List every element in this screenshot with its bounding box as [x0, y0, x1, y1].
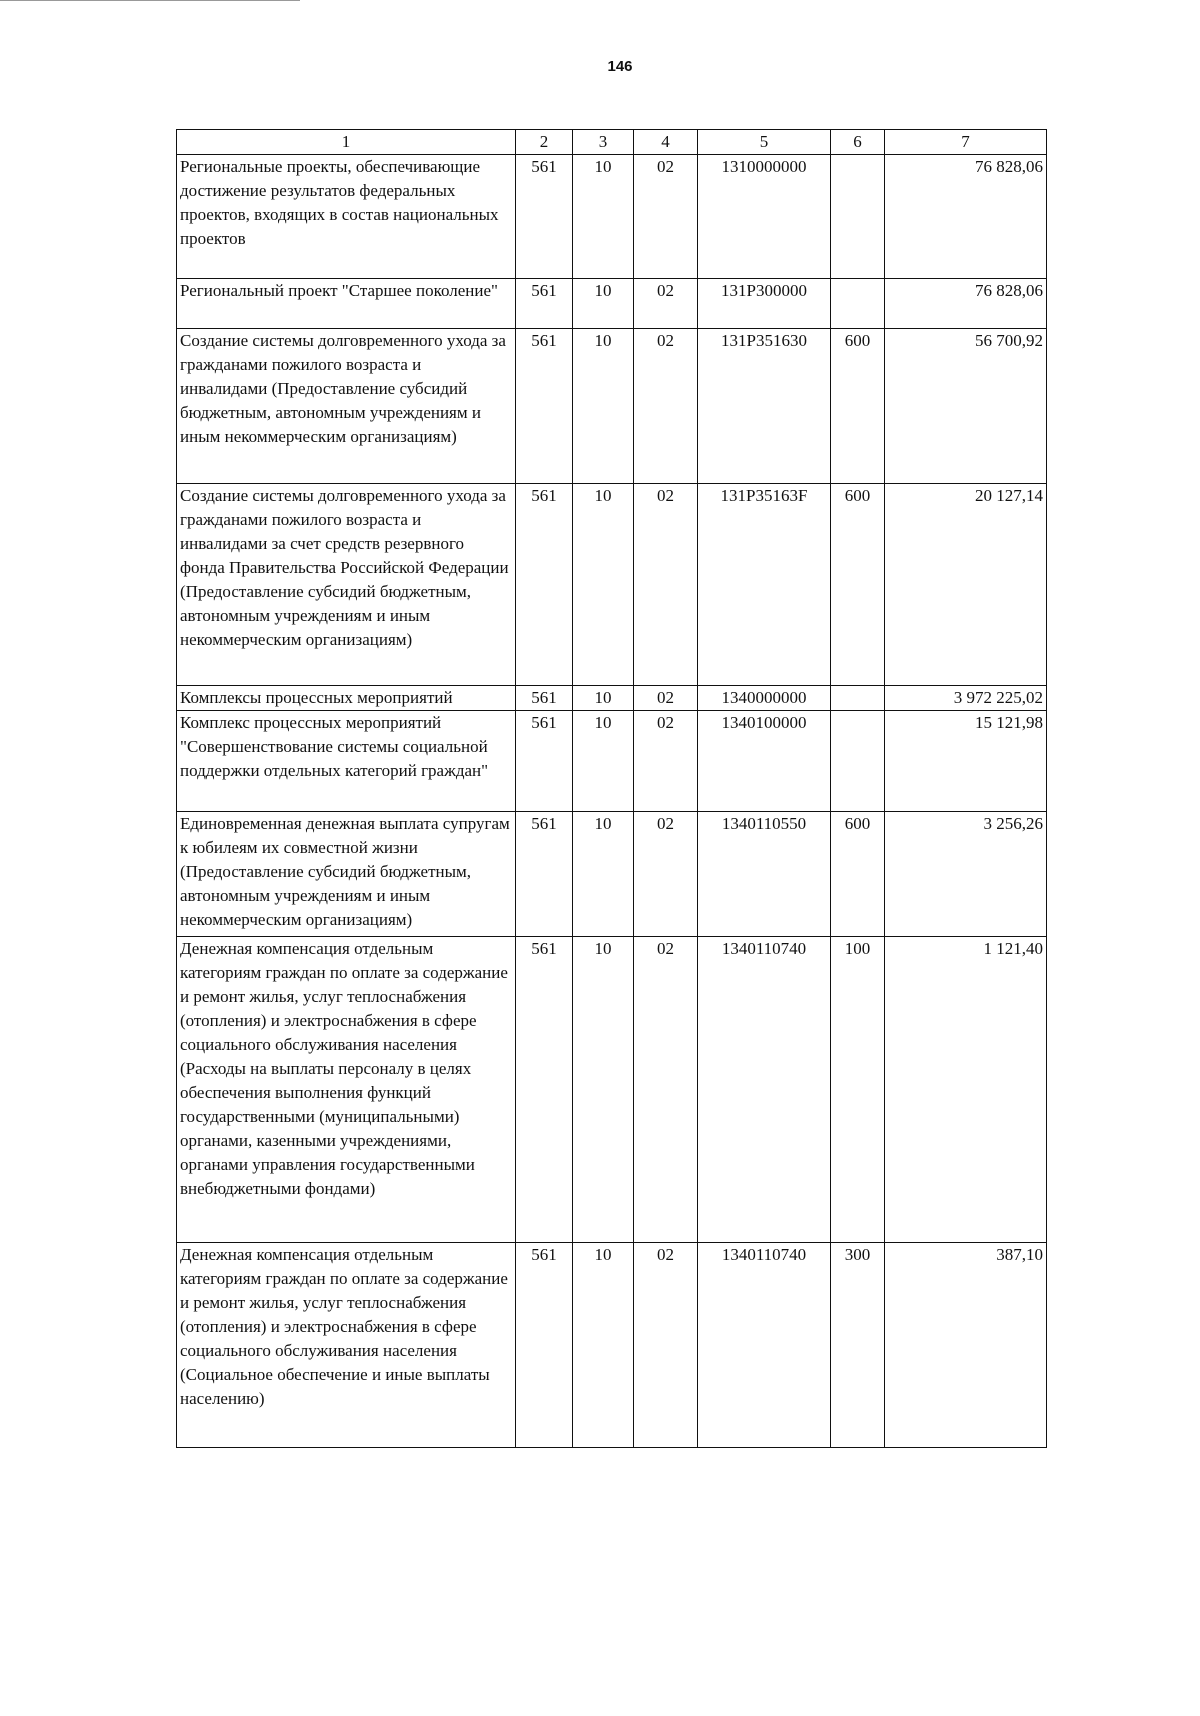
row-description: Единовременная денежная выплата супругам к юбилеям их совместной жизни (Предоставление субсидий бюджетным, автономным учреждениям и иным некоммерческим организациям) — [177, 812, 516, 937]
row-code-6: 100 — [831, 937, 885, 1243]
table-row — [177, 155, 1047, 279]
row-description: Комплекс процессных мероприятий "Совершенствование системы социальной поддержки отдельных категорий граждан" — [177, 711, 516, 812]
row-code-4: 02 — [634, 484, 698, 686]
row-code-3: 10 — [573, 812, 634, 937]
header-cell: 5 — [698, 130, 831, 155]
header-cell: 7 — [885, 130, 1047, 155]
header-cell: 3 — [573, 130, 634, 155]
row-code-3: 10 — [573, 279, 634, 329]
table-row — [177, 937, 1047, 1243]
row-description: Региональный проект "Старшее поколение" — [177, 279, 516, 329]
row-code-2: 561 — [516, 279, 573, 329]
budget-table — [176, 129, 1047, 1448]
row-code-5: 1340110550 — [698, 812, 831, 937]
row-amount: 3 972 225,02 — [885, 686, 1047, 711]
table-header-row — [177, 130, 1047, 155]
row-amount: 1 121,40 — [885, 937, 1047, 1243]
row-code-2: 561 — [516, 329, 573, 484]
row-amount: 20 127,14 — [885, 484, 1047, 686]
row-code-3: 10 — [573, 711, 634, 812]
row-code-2: 561 — [516, 812, 573, 937]
row-code-3: 10 — [573, 329, 634, 484]
row-amount: 15 121,98 — [885, 711, 1047, 812]
row-description: Денежная компенсация отдельным категориям граждан по оплате за содержание и ремонт жилья, услуг теплоснабжения (отопления) и электроснабжения в сфере социального обслуживания населения (Расходы на выплаты персоналу в целях обеспечения выполнения функций государственными (муниципальными) органами, казенными учреждениями, органами управления государственными внебюджетными фондами) — [177, 937, 516, 1243]
row-amount: 56 700,92 — [885, 329, 1047, 484]
row-code-5: 131P35163F — [698, 484, 831, 686]
row-code-3: 10 — [573, 937, 634, 1243]
table-row — [177, 329, 1047, 484]
row-code-5: 1340110740 — [698, 937, 831, 1243]
row-code-4: 02 — [634, 686, 698, 711]
header-cell: 2 — [516, 130, 573, 155]
scan-edge-line — [0, 0, 300, 4]
row-code-5: 131P300000 — [698, 279, 831, 329]
row-code-5: 1340000000 — [698, 686, 831, 711]
row-code-6: 600 — [831, 812, 885, 937]
row-code-3: 10 — [573, 484, 634, 686]
row-code-4: 02 — [634, 1243, 698, 1448]
table-row — [177, 686, 1047, 711]
page-number: 146 — [607, 58, 633, 75]
row-amount: 387,10 — [885, 1243, 1047, 1448]
row-amount: 76 828,06 — [885, 279, 1047, 329]
row-code-6 — [831, 711, 885, 812]
row-code-6: 600 — [831, 484, 885, 686]
row-code-6 — [831, 155, 885, 279]
row-code-6 — [831, 279, 885, 329]
row-code-5: 1340110740 — [698, 1243, 831, 1448]
row-code-5: 1310000000 — [698, 155, 831, 279]
row-description: Создание системы долговременного ухода за гражданами пожилого возраста и инвалидами (Предоставление субсидий бюджетным, автономным учреждениям и иным некоммерческим организациям) — [177, 329, 516, 484]
row-description: Региональные проекты, обеспечивающие достижение результатов федеральных проектов, входящих в состав национальных проектов — [177, 155, 516, 279]
row-code-2: 561 — [516, 155, 573, 279]
row-code-6 — [831, 686, 885, 711]
table-row — [177, 484, 1047, 686]
row-amount: 3 256,26 — [885, 812, 1047, 937]
row-code-5: 1340100000 — [698, 711, 831, 812]
row-code-2: 561 — [516, 686, 573, 711]
row-code-4: 02 — [634, 279, 698, 329]
row-code-4: 02 — [634, 711, 698, 812]
row-code-3: 10 — [573, 686, 634, 711]
row-code-2: 561 — [516, 937, 573, 1243]
row-amount: 76 828,06 — [885, 155, 1047, 279]
row-code-6: 300 — [831, 1243, 885, 1448]
row-code-4: 02 — [634, 155, 698, 279]
row-description: Комплексы процессных мероприятий — [177, 686, 516, 711]
row-code-4: 02 — [634, 937, 698, 1243]
row-description: Денежная компенсация отдельным категориям граждан по оплате за содержание и ремонт жилья, услуг теплоснабжения (отопления) и электроснабжения в сфере социального обслуживания населения (Социальное обеспечение и иные выплаты населению) — [177, 1243, 516, 1448]
row-code-3: 10 — [573, 1243, 634, 1448]
row-code-2: 561 — [516, 711, 573, 812]
row-code-6: 600 — [831, 329, 885, 484]
row-code-2: 561 — [516, 484, 573, 686]
row-code-3: 10 — [573, 155, 634, 279]
table-row — [177, 279, 1047, 329]
row-description: Создание системы долговременного ухода за гражданами пожилого возраста и инвалидами за счет средств резервного фонда Правительства Российской Федерации (Предоставление субсидий бюджетным, автономным учреждениям и иным некоммерческим организациям) — [177, 484, 516, 686]
row-code-2: 561 — [516, 1243, 573, 1448]
row-code-4: 02 — [634, 329, 698, 484]
table-row — [177, 1243, 1047, 1448]
header-cell: 4 — [634, 130, 698, 155]
table-row — [177, 812, 1047, 937]
row-code-5: 131P351630 — [698, 329, 831, 484]
header-cell: 6 — [831, 130, 885, 155]
row-code-4: 02 — [634, 812, 698, 937]
table-row — [177, 711, 1047, 812]
header-cell: 1 — [177, 130, 516, 155]
